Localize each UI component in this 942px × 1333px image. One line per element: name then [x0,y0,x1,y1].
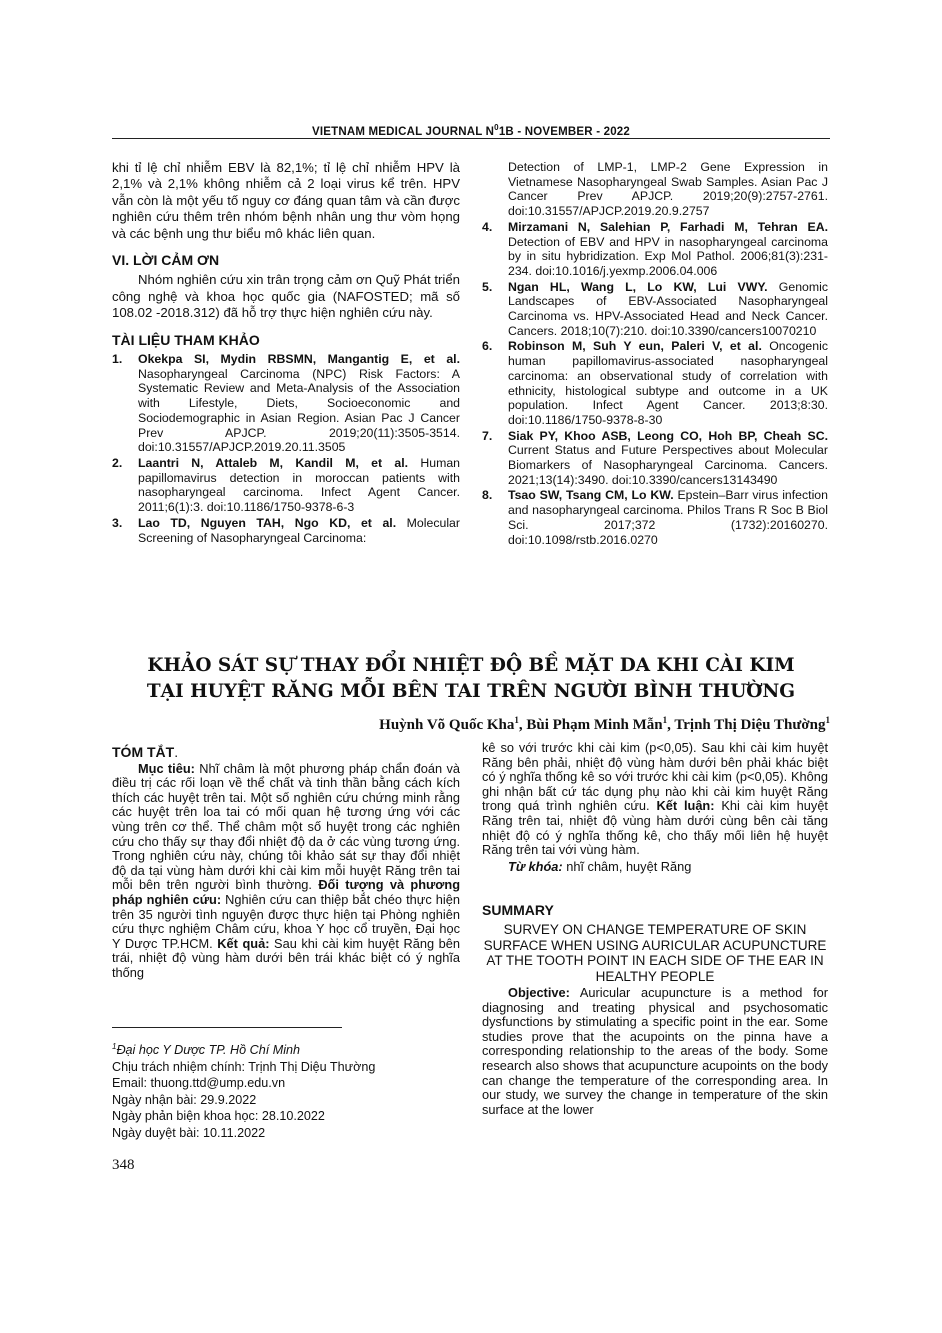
author-1: Huỳnh Võ Quốc Kha [379,717,515,733]
article-title-line-1: KHẢO SÁT SỰ THAY ĐỔI NHIỆT ĐỘ BỀ MẶT DA KHI CÀI KIM [147,655,795,676]
left-column [112,160,460,546]
reference-item: 6. Robinson M, Suh Y eun, Paleri V, et al. Oncogenic human papillomavirus-associated nasopharyngeal carcinoma: an observational study of correlation with ethnicity, histological subtype and outcome in a UK population. Infect Agent Cancer. 2013;8:30. doi:10.1186/1750-9378-8-30 [482,339,828,427]
summary-body: Objective: Auricular acupuncture is a method for diagnosing and treating physical and psychosomatic dysfunctions by stimulating a specific point in the ear. Some studies prove that the acupoints on the pinna have a corresponding relationship to the areas of the body. Some research also shows that acupuncture acupoints on the body can change the temperature of the corresponding area. In our study, we survey the change in temperature of the skin surface at the lower [482,985,828,1117]
page-number: 348 [112,1157,135,1173]
author-2: Bùi Phạm Minh Mẫn [526,717,663,733]
keywords: Từ khóa: nhĩ châm, huyệt Răng [508,858,692,874]
ack-heading: VI. LỜI CẢM ƠN [112,252,220,269]
article-title-line-2: TẠI HUYỆT RĂNG MỖI BÊN TAI TRÊN NGƯỜI BÌNH THƯỜNG [146,681,796,702]
journal-name: VIETNAM MEDICAL JOURNAL N [311,125,495,138]
footnote-accepted: Ngày duyệt bài: 10.11.2022 [112,1125,266,1140]
footnote-received: Ngày nhận bài: 29.9.2022 [112,1092,257,1107]
running-header [0,123,942,138]
reference-item: 5. Ngan HL, Wang L, Lo KW, Lui VWY. Genomic Landscapes of EBV-Associated Nasopharyngeal Carcinoma vs. HPV-Associated Head and Neck Cancer. Cancers. 2018;10(7):210. doi:10.3390/cancers10070210 [482,279,829,338]
authors: Huỳnh Võ Quốc Kha$^1$, Bùi Phạm Minh Mẫn$^1$, Trịnh Thị Diệu Thường$^1$ [379,715,830,733]
footnote-rule [112,1027,342,1028]
abstract-vn-continued: kê so với trước khi cài kim (p<0,05). Sau khi cài kim huyệt Răng bên phải, nhiệt độ vùng hàm dưới bên phải khác biệt có ý nghĩa thống kê so với trước khi cài kim (p<0,05). Không ghi nhận bất cứ tác dụng phụ nào khi cài kim huyệt Răng trong quá trình nghiên cứu. Kết luận: Khi cài kim huyệt Răng trên tai, nhiệt độ vùng hàm dưới cùng bên cài tăng nhiệt độ có ý nghĩa thống kê, cho thấy mối liên hệ huyệt Răng trên tai với vùng hàm. Từ khóa: nhĩ châm, huyệt Răng [482,740,828,874]
reference-item: 3. Lao TD, Nguyen TAH, Ngo KD, et al. Molecular Screening of Nasopharyngeal Carcinoma: [112,515,460,545]
footnote-affiliation: $^1$Đại học Y Dược TP. Hồ Chí Minh [112,1042,301,1058]
footnote-reviewed: Ngày phản biện khoa học: 28.10.2022 [112,1109,325,1124]
reference-item: 8. Tsao SW, Tsang CM, Lo KW. Epstein–Barr virus infection and nasopharyngeal carcinoma. Philos Trans R Soc B Biol Sci. 2017;372 (1732):20160270. doi:10.1098/rstb.2016.0270 [482,488,828,547]
summary [482,902,828,1117]
footnote-email: Email: thuong.ttd@ump.edu.vn [112,1076,286,1091]
abstract-body: Mục tiêu: Nhĩ châm là một phương pháp chẩn đoán và điều trị các rối loạn về thể chất và tinh thần bằng cách kích thích các huyệt trên tai. Một số nghiên cứu chứng minh rằng các huyệt trên loa tai có mối quan hệ tương ứng với các vùng trên cơ thể. Thể châm một số huyệt trong các nghiên cứu cho thấy sự thay đổi nhiệt độ da ở các vùng tương ứng. Trong nghiên cứu này, chúng tôi khảo sát sự thay đổi nhiệt độ da tại vùng hàm dưới khi cài kim mỗi huyệt Răng trên tai mỗi bên trên người bình thường. Đối tượng và phương pháp nghiên cứu: Nghiên cứu can thiệp bắt chéo thực hiện trên 35 người tình nguyện được thực hiện tại Phòng nghiên cứu thực nghiệm Châm cứu, khoa Y học cổ truyền, Đại học Y Dược TP.HCM. Kết quả: Sau khi cài kim huyệt Răng bên trái, nhiệt độ vùng hàm dưới bên trái khác biệt có ý nghĩa thống [112,760,461,980]
footnotes [112,1039,375,1141]
abstract-heading: TÓM TẮT. [112,744,179,760]
footnote-corresponding: Chịu trách nhiệm chính: Trịnh Thị Diệu Thường [112,1059,376,1074]
summary-title: SURVEY ON CHANGE TEMPERATURE OF SKIN SURFACE WHEN USING AURICULAR ACUPUNCTURE AT THE TOOTH POINT IN EACH SIDE OF THE EAR IN HEALTHY PEOPLE [483,922,827,984]
conclusion-paragraph: khi tỉ lệ chỉ nhiễm EBV là 82,1%; tỉ lệ chỉ nhiễm HPV là 2,1% và 2,1% không nhiễm cả 2 loại virus kể trên. HPV vẫn còn là một yếu tố nguy cơ đáng quan tâm và cần được nghiên cứu thêm trên nhóm bệnh nhân ung thư vòm họng và các bệnh ung thư biểu mô khác liên quan. [112,160,460,241]
right-column [482,160,828,548]
abstract-vn [112,745,460,981]
references-heading: TÀI LIỆU THAM KHẢO [112,331,260,348]
summary-heading: SUMMARY [482,902,554,918]
author-3: Trịnh Thị Diệu Thường [674,717,826,733]
header-rule [112,138,830,139]
ack-text: Nhóm nghiên cứu xin trân trọng cảm ơn Quỹ Phát triển công nghệ và khoa học quốc gia (NAFOSTED; mã số 108.02 -2018.312) đã hỗ trợ thực hiện nghiên cứu này. [112,272,460,321]
journal-issue: 1B - NOVEMBER - 2022 [498,125,631,138]
reference-item: 7. Siak PY, Khoo ASB, Leong CO, Hoh BP, Cheah SC. Current Status and Future Perspectives about Molecular Biomarkers of Nasopharyngeal Carcinoma. Cancers. 2021;13(14):3490. doi:10.3390/cancers13143490 [482,428,828,487]
reference-item: 1. Okekpa SI, Mydin RBSMN, Mangantig E, et al. Nasopharyngeal Carcinoma (NPC) Risk Factors: A Systematic Review and Meta-Analysis of the Association with Lifestyle, Diets, Socioeconomic and Sociodemographic in Asian Region. Asian Pac J Cancer Prev APJCP. 2019;20(11):3505-3514. doi:10.31557/APJCP.2019.20.11.3505 [112,352,460,455]
reference-item: 4. Mirzamani N, Salehian P, Farhadi M, Tehran EA. Detection of EBV and HPV in nasopharyngeal carcinoma by in situ hybridization. Exp Mol Pathol. 2006;81(3):231-234. doi:10.1016/j.yexmp.2006.04.006 [482,219,828,278]
reference-item-continued: Detection of LMP-1, LMP-2 Gene Expression in Vietnamese Nasopharyngeal Swab Samples. Asian Pac J Cancer Prev APJCP. 2019;20(9):2757-2761. doi:10.31557/APJCP.2019.20.9.2757 [508,160,828,219]
journal-superscript: 0 [494,123,499,132]
reference-item: 2. Laantri N, Attaleb M, Kandil M, et al. Human papillomavirus detection in moroccan patients with nasopharyngeal carcinoma. Infect Agent Cancer. 2011;6(1):3. doi:10.1186/1750-9378-6-3 [112,455,460,515]
